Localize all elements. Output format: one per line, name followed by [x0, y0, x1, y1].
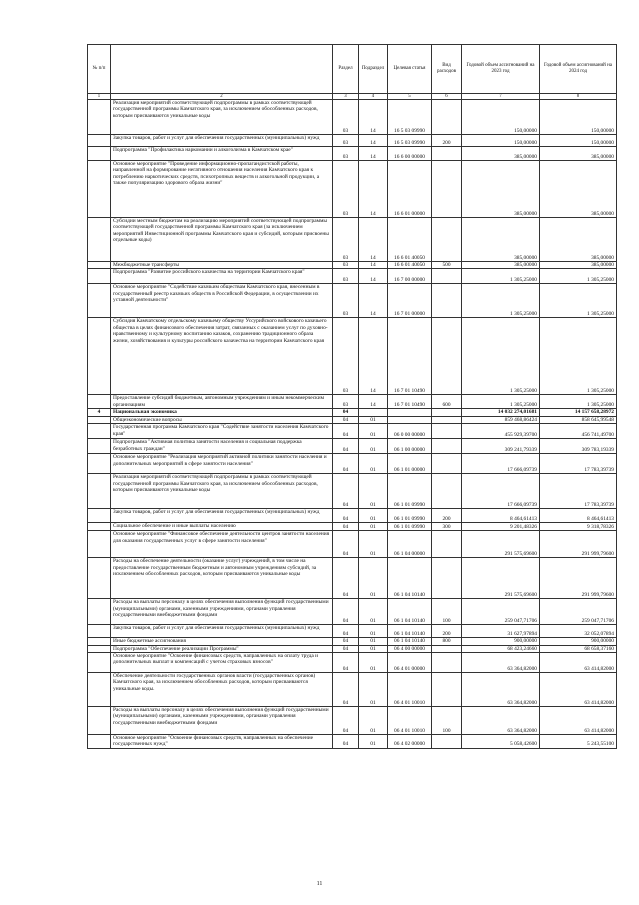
row-volume-2024: 385,00000	[540, 262, 617, 269]
row-volume-2023: 150,00000	[462, 100, 540, 135]
row-target-article: 06 1 01 09990	[388, 509, 432, 523]
row-volume-2024: 1 305,25000	[540, 269, 617, 284]
row-volume-2024: 68 658,37160	[540, 645, 617, 652]
row-name: Общеэкономические вопросы	[111, 416, 333, 423]
row-expense-type	[432, 318, 462, 395]
row-razdel: 04	[333, 645, 359, 652]
row-razdel: 03	[333, 284, 359, 318]
row-razdel: 04	[333, 653, 359, 673]
column-number: 4	[359, 94, 388, 100]
table-row	[88, 673, 617, 707]
row-volume-2023: 291 575,69600	[462, 558, 540, 599]
row-name: Основное мероприятие "Освоение финансовых средств, направленных на обеспечение государственных нужд"	[111, 735, 333, 749]
row-name: Государственная программа Камчатского края "Содействие занятости населения Камчатского края"	[111, 424, 333, 439]
row-razdel: 03	[333, 269, 359, 284]
row-volume-2023: 150,00000	[462, 135, 540, 147]
row-name: Предоставление субсидий бюджетным, автономным учреждениям и иным некоммерческим организациям	[111, 395, 333, 409]
budget-table	[87, 44, 617, 749]
row-podrazdel: 14	[359, 262, 388, 269]
row-volume-2024: 259 047,71706	[540, 599, 617, 625]
row-name: Межбюджетные трансферты	[111, 262, 333, 269]
row-razdel: 03	[333, 318, 359, 395]
column-number: 3	[333, 94, 359, 100]
row-number	[88, 161, 111, 218]
row-name: Основное мероприятие "Содействие казачьим обществам Камчатского края, внесенным в государственный реестр казачьих обществ в Российской Федерации, в осуществлении их уставной деятельности"	[111, 284, 333, 318]
row-podrazdel: 14	[359, 318, 388, 395]
row-volume-2023: 309 241,79339	[462, 439, 540, 454]
table-row	[88, 147, 617, 161]
row-podrazdel: 01	[359, 599, 388, 625]
row-expense-type	[432, 531, 462, 558]
row-number	[88, 269, 111, 284]
row-target-article: 06 1 04 10140	[388, 599, 432, 625]
column-number: 6	[432, 94, 462, 100]
row-target-article: 06 1 01 09990	[388, 523, 432, 531]
row-number	[88, 653, 111, 673]
table-row	[88, 318, 617, 395]
header-volume-2024: Годовой объем ассигнований на 2024 год	[540, 45, 617, 94]
row-expense-type	[432, 474, 462, 509]
row-podrazdel	[359, 409, 388, 416]
row-target-article: 06 4 00 00000	[388, 645, 432, 652]
row-volume-2024: 63 414,82000	[540, 653, 617, 673]
row-podrazdel: 01	[359, 653, 388, 673]
row-expense-type	[432, 269, 462, 284]
row-volume-2023: 31 627,97894	[462, 625, 540, 638]
row-volume-2023: 68 423,24660	[462, 645, 540, 652]
row-target-article: 16 6 00 00000	[388, 147, 432, 161]
row-podrazdel: 01	[359, 454, 388, 474]
row-number	[88, 523, 111, 531]
row-podrazdel: 14	[359, 100, 388, 135]
row-razdel: 04	[333, 558, 359, 599]
column-number: 7	[462, 94, 540, 100]
row-name: Субсидии местным бюджетам на реализацию мероприятий соответствующей подпрограммы соответствующей государственной программы Камчатского края (за исключением мероприятий Инвестиционной программы Камчатского края и субсидий, которым присвоены отдельные коды)	[111, 218, 333, 262]
row-name: Обеспечение деятельности государственных органов власти (государственных органов) Камчатского края, за исключением обособленных расходов, которым присваиваются уникальные коды.	[111, 673, 333, 707]
row-target-article: 06 4 02 00000	[388, 735, 432, 749]
row-name: Подпрограмма "Профилактика наркомании и алкоголизма в Камчатском крае"	[111, 147, 333, 161]
row-volume-2023: 63 364,82000	[462, 707, 540, 735]
header-target-article: Целевая статья	[388, 45, 432, 94]
row-podrazdel: 14	[359, 395, 388, 409]
row-volume-2023: 900,00000	[462, 638, 540, 645]
table-row	[88, 395, 617, 409]
row-target-article: 06 4 01 10010	[388, 673, 432, 707]
row-name: Расходы на выплаты персоналу в целях обеспечения выполнения функций государственными (муниципальными) органами, казенными учреждениями, органами управления государственными внебюджетными фондами	[111, 707, 333, 735]
row-expense-type	[432, 558, 462, 599]
table-row	[88, 599, 617, 625]
row-razdel: 03	[333, 135, 359, 147]
row-volume-2024: 858 645,99548	[540, 416, 617, 423]
row-volume-2023: 1 305,25000	[462, 318, 540, 395]
table-row	[88, 735, 617, 749]
header-razdel: Раздел	[333, 45, 359, 94]
row-expense-type	[432, 100, 462, 135]
table-row	[88, 284, 617, 318]
row-volume-2023: 1 305,25000	[462, 269, 540, 284]
row-volume-2024: 291 999,79600	[540, 531, 617, 558]
row-podrazdel: 01	[359, 531, 388, 558]
row-number	[88, 284, 111, 318]
row-number	[88, 395, 111, 409]
row-number	[88, 424, 111, 439]
row-target-article: 16 5 03 09990	[388, 135, 432, 147]
row-expense-type	[432, 147, 462, 161]
table-row	[88, 161, 617, 218]
row-podrazdel: 01	[359, 638, 388, 645]
row-expense-type	[432, 424, 462, 439]
table-row	[88, 523, 617, 531]
table-row	[88, 474, 617, 509]
row-razdel: 03	[333, 395, 359, 409]
row-podrazdel: 01	[359, 424, 388, 439]
row-podrazdel: 01	[359, 558, 388, 599]
row-target-article: 06 1 04 10140	[388, 558, 432, 599]
row-podrazdel: 01	[359, 625, 388, 638]
row-razdel: 04	[333, 424, 359, 439]
row-razdel: 03	[333, 161, 359, 218]
row-volume-2023: 8 464,61413	[462, 509, 540, 523]
row-name: Расходы на выплаты персоналу в целях обеспечения выполнения функций государственными (муниципальными) органами, казенными учреждениями, органами управления государственными внебюджетными фондами	[111, 599, 333, 625]
row-target-article: 06 0 00 00000	[388, 424, 432, 439]
row-expense-type	[432, 409, 462, 416]
row-target-article: 16 6 01 00000	[388, 161, 432, 218]
table-row	[88, 454, 617, 474]
row-expense-type	[432, 735, 462, 749]
row-podrazdel: 01	[359, 523, 388, 531]
row-expense-type	[432, 645, 462, 652]
header-row	[88, 45, 617, 94]
table-row	[88, 409, 617, 416]
row-volume-2023: 17 666,09739	[462, 454, 540, 474]
table-row	[88, 638, 617, 645]
table-row	[88, 531, 617, 558]
header-expense-type: Вид расходов	[432, 45, 462, 94]
row-podrazdel: 14	[359, 284, 388, 318]
row-number	[88, 474, 111, 509]
row-target-article: 06 1 01 09990	[388, 474, 432, 509]
budget-table-container	[87, 44, 616, 749]
row-podrazdel: 01	[359, 416, 388, 423]
row-expense-type: 100	[432, 599, 462, 625]
row-target-article: 16 7 01 10490	[388, 318, 432, 395]
row-volume-2024: 5 243,55100	[540, 735, 617, 749]
row-expense-type	[432, 218, 462, 262]
row-target-article: 16 6 01 40050	[388, 218, 432, 262]
row-name: Расходы на обеспечение деятельности (оказание услуг) учреждений, в том числе на предоставление государственным бюджетным и автономным учреждениям субсидий, за исключением обособленных расходов, которым присваиваются уникальные коды	[111, 558, 333, 599]
row-volume-2024: 456 741,49700	[540, 424, 617, 439]
row-razdel: 04	[333, 474, 359, 509]
row-target-article	[388, 416, 432, 423]
row-number	[88, 638, 111, 645]
row-name: Основное мероприятие "Освоение финансовых средств, направленных на оплату труда и дополнительных выплат и компенсаций с учетом страховых взносов"	[111, 653, 333, 673]
row-razdel: 04	[333, 599, 359, 625]
row-razdel: 04	[333, 454, 359, 474]
table-row	[88, 262, 617, 269]
header-name	[111, 45, 333, 94]
row-podrazdel: 14	[359, 147, 388, 161]
row-volume-2023: 9 201,48326	[462, 523, 540, 531]
row-name: Реализация мероприятий соответствующей подпрограммы в рамках соответствующей государственной программы Камчатского края, за исключением обособленных расходов, которым присваиваются уникальные коды	[111, 474, 333, 509]
row-razdel: 03	[333, 147, 359, 161]
row-name: Закупка товаров, работ и услуг для обеспечения государственных (муниципальных) нужд	[111, 509, 333, 523]
row-volume-2023: 455 929,39700	[462, 424, 540, 439]
row-name: Подпрограмма "Развитие российского казачества на территории Камчатского края"	[111, 269, 333, 284]
row-razdel: 04	[333, 523, 359, 531]
row-name: Иные бюджетные ассигнования	[111, 638, 333, 645]
row-razdel: 04	[333, 439, 359, 454]
row-number	[88, 439, 111, 454]
row-name: Основное мероприятие "Реализация мероприятий активной политики занятости населения и дополнительных мероприятий в сфере занятости населения"	[111, 454, 333, 474]
row-target-article: 06 1 04 00000	[388, 531, 432, 558]
table-row	[88, 424, 617, 439]
row-target-article: 06 1 00 00000	[388, 439, 432, 454]
header-number: № п/п	[88, 45, 111, 94]
header-volume-2023: Годовой объем ассигнований на 2023 год	[462, 45, 540, 94]
row-volume-2024: 8 464,61413	[540, 509, 617, 523]
row-podrazdel: 01	[359, 707, 388, 735]
row-volume-2024: 291 999,79600	[540, 558, 617, 599]
row-volume-2024: 1 305,25000	[540, 284, 617, 318]
row-podrazdel: 01	[359, 645, 388, 652]
table-row	[88, 135, 617, 147]
row-volume-2024: 32 052,07894	[540, 625, 617, 638]
table-row	[88, 558, 617, 599]
row-razdel: 04	[333, 409, 359, 416]
table-row	[88, 509, 617, 523]
row-razdel: 04	[333, 707, 359, 735]
row-number: 4	[88, 409, 111, 416]
row-target-article: 06 1 04 10140	[388, 638, 432, 645]
row-name: Субсидия Камчатскому отдельскому казачьему обществу Уссурийского войскового казачьего общества в целях финансового обеспечения затрат, связанных с оказанием услуг по духовно-нравственному и культурному воспитанию казаков, сохранению традиционного образа жизни, хозяйствования и культуры российского казачества на территории Камчатского края	[111, 318, 333, 395]
row-podrazdel: 01	[359, 474, 388, 509]
table-row	[88, 645, 617, 652]
row-number	[88, 262, 111, 269]
row-target-article: 16 6 01 40050	[388, 262, 432, 269]
row-number	[88, 509, 111, 523]
row-number	[88, 318, 111, 395]
row-name: Закупка товаров, работ и услуг для обеспечения государственных (муниципальных) нужд	[111, 625, 333, 638]
row-volume-2023: 859 468,86424	[462, 416, 540, 423]
row-volume-2023: 291 575,69600	[462, 531, 540, 558]
row-name: Основное мероприятие "Проведение информационно-пропагандистской работы, направленной на формирование негативного отношения населения Камчатского края к потреблению наркотических средств, психотропных веществ и алкогольной продукции, а также популяризацию здорового образа жизни"	[111, 161, 333, 218]
row-expense-type: 500	[432, 262, 462, 269]
row-number	[88, 558, 111, 599]
row-volume-2024: 63 414,82000	[540, 707, 617, 735]
row-name: Подпрограмма "Активная политика занятости населения и социальная поддержка безработных граждан"	[111, 439, 333, 454]
row-volume-2023: 14 032 274,01681	[462, 409, 540, 416]
row-volume-2023: 1 305,25000	[462, 284, 540, 318]
row-number	[88, 707, 111, 735]
row-podrazdel: 14	[359, 218, 388, 262]
row-razdel: 03	[333, 262, 359, 269]
column-number: 2	[111, 94, 333, 100]
page-number: 11	[316, 881, 323, 887]
table-row	[88, 653, 617, 673]
row-target-article: 06 4 01 00000	[388, 653, 432, 673]
row-name: Закупка товаров, работ и услуг для обеспечения государственных (муниципальных) нужд	[111, 135, 333, 147]
row-expense-type	[432, 439, 462, 454]
row-number	[88, 416, 111, 423]
row-razdel: 04	[333, 673, 359, 707]
row-volume-2024: 385,00000	[540, 218, 617, 262]
row-target-article: 06 1 04 10140	[388, 625, 432, 638]
row-expense-type: 100	[432, 707, 462, 735]
row-target-article: 16 7 01 10490	[388, 395, 432, 409]
row-volume-2023: 63 364,82000	[462, 653, 540, 673]
row-volume-2023: 385,00000	[462, 147, 540, 161]
table-row	[88, 625, 617, 638]
row-expense-type: 200	[432, 135, 462, 147]
row-volume-2024: 14 157 658,28972	[540, 409, 617, 416]
row-volume-2024: 9 318,78326	[540, 523, 617, 531]
row-number	[88, 135, 111, 147]
row-volume-2024: 385,00000	[540, 161, 617, 218]
row-target-article: 16 7 01 00000	[388, 284, 432, 318]
row-expense-type: 800	[432, 638, 462, 645]
table-row	[88, 269, 617, 284]
row-razdel: 04	[333, 638, 359, 645]
row-number	[88, 100, 111, 135]
row-volume-2024: 17 783,39739	[540, 474, 617, 509]
row-number	[88, 673, 111, 707]
row-expense-type	[432, 673, 462, 707]
row-razdel: 04	[333, 416, 359, 423]
row-target-article: 16 5 03 09990	[388, 100, 432, 135]
row-expense-type: 600	[432, 395, 462, 409]
row-number	[88, 625, 111, 638]
row-name: Национальная экономика	[111, 409, 333, 416]
row-volume-2023: 5 058,42600	[462, 735, 540, 749]
table-row	[88, 100, 617, 135]
row-podrazdel: 14	[359, 269, 388, 284]
column-number: 1	[88, 94, 111, 100]
row-volume-2024: 900,00000	[540, 638, 617, 645]
row-expense-type	[432, 284, 462, 318]
row-volume-2023: 63 364,82000	[462, 673, 540, 707]
row-volume-2023: 259 047,71706	[462, 599, 540, 625]
row-expense-type	[432, 653, 462, 673]
row-razdel: 04	[333, 531, 359, 558]
row-podrazdel: 01	[359, 439, 388, 454]
row-number	[88, 531, 111, 558]
row-expense-type: 300	[432, 523, 462, 531]
row-name: Подпрограмма "Обеспечение реализации Программы"	[111, 645, 333, 652]
table-row	[88, 218, 617, 262]
row-volume-2024: 309 783,19339	[540, 439, 617, 454]
row-number	[88, 645, 111, 652]
row-number	[88, 454, 111, 474]
row-target-article	[388, 409, 432, 416]
row-volume-2024: 150,00000	[540, 135, 617, 147]
row-volume-2023: 385,00000	[462, 218, 540, 262]
row-razdel: 04	[333, 509, 359, 523]
row-volume-2023: 385,00000	[462, 161, 540, 218]
table-row	[88, 416, 617, 423]
row-razdel: 03	[333, 100, 359, 135]
row-podrazdel: 14	[359, 161, 388, 218]
row-volume-2024: 1 305,25000	[540, 318, 617, 395]
row-target-article: 06 4 01 10010	[388, 707, 432, 735]
row-expense-type: 200	[432, 625, 462, 638]
row-number	[88, 599, 111, 625]
column-number: 8	[540, 94, 617, 100]
row-name: Реализация мероприятий соответствующей подпрограммы в рамках соответствующей государственной программы Камчатского края, за исключением обособленных расходов, которым присваиваются уникальные коды	[111, 100, 333, 135]
row-podrazdel: 01	[359, 509, 388, 523]
table-row	[88, 707, 617, 735]
header-podrazdel: Подраздел	[359, 45, 388, 94]
row-razdel: 03	[333, 218, 359, 262]
row-volume-2024: 17 783,39739	[540, 454, 617, 474]
table-row	[88, 439, 617, 454]
row-number	[88, 147, 111, 161]
row-name: Социальное обеспечение и иные выплаты населению	[111, 523, 333, 531]
row-number	[88, 218, 111, 262]
row-volume-2024: 385,00000	[540, 147, 617, 161]
row-volume-2023: 1 305,25000	[462, 395, 540, 409]
row-volume-2024: 63 414,82000	[540, 673, 617, 707]
row-volume-2024: 1 305,25000	[540, 395, 617, 409]
row-razdel: 04	[333, 735, 359, 749]
row-volume-2023: 385,00000	[462, 262, 540, 269]
column-number: 5	[388, 94, 432, 100]
row-razdel: 04	[333, 625, 359, 638]
row-target-article: 16 7 00 00000	[388, 269, 432, 284]
row-expense-type	[432, 416, 462, 423]
row-podrazdel: 14	[359, 135, 388, 147]
row-volume-2023: 17 666,09739	[462, 474, 540, 509]
row-name: Основное мероприятие "Финансовое обеспечение деятельности центров занятости населения для оказания государственных услуг в сфере занятости населения"	[111, 531, 333, 558]
row-podrazdel: 01	[359, 735, 388, 749]
row-expense-type: 200	[432, 509, 462, 523]
row-expense-type	[432, 454, 462, 474]
row-volume-2024: 150,00000	[540, 100, 617, 135]
row-number	[88, 735, 111, 749]
row-expense-type	[432, 161, 462, 218]
row-target-article: 06 1 01 00000	[388, 454, 432, 474]
row-podrazdel: 01	[359, 673, 388, 707]
